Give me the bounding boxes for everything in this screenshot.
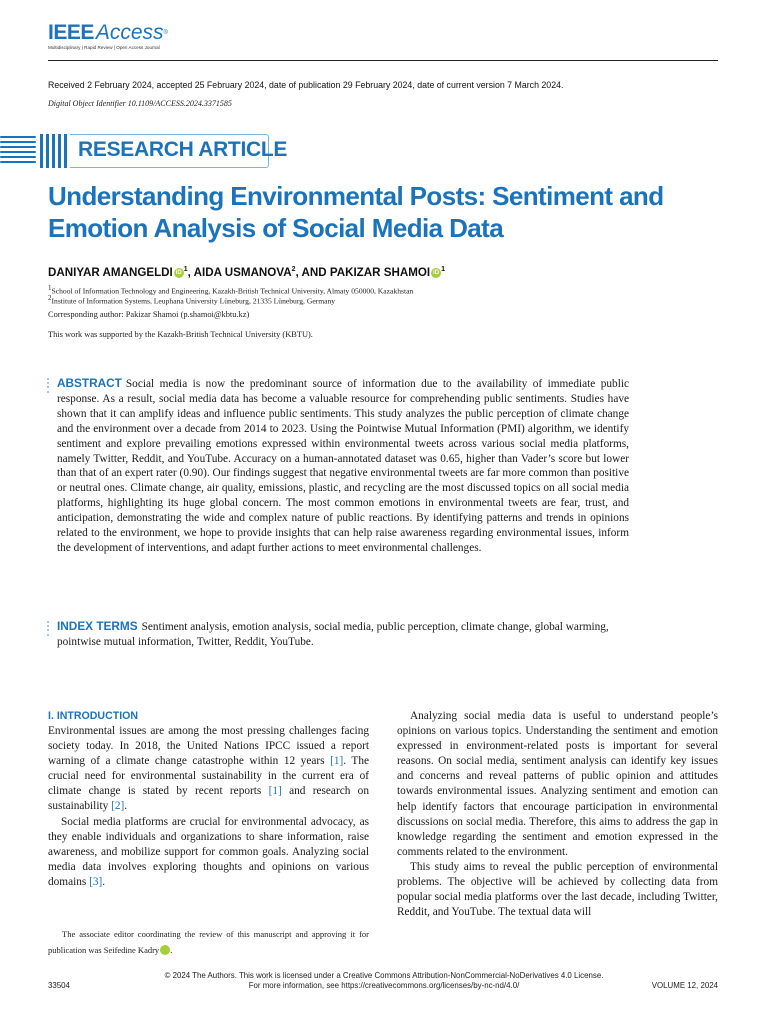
paragraph-text: . (102, 875, 106, 888)
orcid-icon[interactable]: iD (175, 270, 182, 276)
section-heading: I. INTRODUCTION (48, 710, 139, 722)
citation-link[interactable]: [1] (330, 755, 344, 768)
index-terms-block (57, 619, 629, 650)
paragraph-text: Environmental issues are among the most pressing challenges facing society today. In 2018, the United Nations IPCC issued a report warning of a climate change catastrophe within 12 years (48, 725, 369, 768)
article-title: Understanding Environmental Posts: Sentiment and Emotion Analysis of Social Media Data (48, 181, 664, 243)
author-name: DANIYAR AMANGELDI (48, 266, 173, 279)
license-line-1: © 2024 The Authors. This work is licensed under a Creative Commons Attribution-NonCommercial-NoDerivatives 4.0 License. (164, 971, 604, 980)
article-type-label: RESEARCH ARTICLE (78, 138, 288, 161)
license-line-2[interactable]: For more information, see https://creativecommons.org/licenses/by-nc-nd/4.0/ (248, 981, 520, 990)
volume-label: VOLUME 12, 2024 (651, 981, 718, 990)
author-list (48, 266, 445, 279)
funding-note: This work was supported by the Kazakh-British Technical University (KBTU). (48, 330, 313, 339)
paragraph-text: . The crucial need for environmental sustainability in the current era of climate change is stated by recent reports (48, 755, 369, 798)
index-terms-marker-icon (47, 621, 50, 638)
author-affiliation-number: 1 (183, 266, 188, 274)
author-name: PAKIZAR SHAMOI (329, 266, 431, 279)
logo-access-text: Access (95, 21, 164, 44)
abstract-text: Social media is now the predominant source of information due to the availability of immediate public response. As a result, social media data has become a valuable resource for comprehending public sentiments. Studies have shown that it can amplify ideas and influence public sentiments. This study analyzes the public perception of climate change and the environment over a decade from 2014 to 2023. Using the Pointwise Mutual Information (PMI) algorithm, we identify sentiment and explore prevailing emotions expressed within environmental tweets across various social media platforms, namely Twitter, Reddit, and YouTube. Accuracy on a human-annotated dataset was 0.65, higher than Vader’s score but lower than that of an expert rater (0.90). Our findings suggest that negative environmental tweets are far more common than positive or neutral ones. Climate change, air quality, emissions, plastic, and recycling are the most discussed topics on all social media platforms, highlighting its huge global concern. The most common emotions in environmental tweets are fear, trust, and anticipation, demonstrating the wide and complex nature of public reactions. By identifying patterns and trends in opinions related to the environment, we hope to provide insights that can help raise awareness regarding environmental issues, inform the development of interventions, and adapt further actions to meet environmental challenges. (57, 378, 629, 554)
index-terms-text: Sentiment analysis, emotion analysis, social media, public perception, climate change, global warming, pointwise mutual information, Twitter, Reddit, YouTube. (57, 621, 609, 648)
left-column (48, 709, 369, 890)
logo-ieee-text: IEEE (48, 21, 94, 44)
journal-logo (48, 22, 168, 50)
paragraph-text: and research on sustainability (48, 785, 369, 813)
author-name: AIDA USMANOVA (193, 266, 292, 279)
intro-paragraph-4: This study aims to reveal the public perception of environmental problems. The objective will be achieved by collecting data from popular social media platforms over the last decade, including Twitter, Reddit, and YouTube. The textual data will (397, 860, 718, 919)
editor-footnote: The associate editor coordinating the review of this manuscript and approving it for publication was Seifedine Kadry iD. (48, 929, 369, 955)
author-separator: , (187, 266, 194, 279)
header-divider (48, 60, 718, 61)
citation-link[interactable]: [3] (89, 875, 103, 888)
affiliation-1: $^1$School of Information Technology and Engineering, Kazakh-British Technical University, Almaty 050000, Kazakhstan (48, 284, 414, 296)
abstract-heading: ABSTRACT (57, 376, 122, 390)
doi-line: Digital Object Identifier 10.1109/ACCESS.2024.3371585 (48, 99, 232, 108)
banner-decoration (0, 136, 38, 166)
article-type-banner (0, 134, 288, 168)
logo-tagline: Multidisciplinary | Rapid Review | Open Access Journal (48, 45, 160, 50)
intro-paragraph-3: Analyzing social media data is useful to understand people’s opinions on various topics. Understanding the sentiment and emotion expressed in environment-related posts is important for several reasons. On social media, sentiment analysis can identify key issues and concerns and reveal patterns of public opinion and attitudes towards environmental issues. Analyzing sentiment and emotion can help identify factors that encourage participation in environmental discussions on social media. Therefore, this aims to address the gap in knowledge regarding the sentiment and emotion expressed in the comments related to the environment. (397, 710, 718, 858)
intro-paragraph-1 (48, 724, 369, 815)
citation-link[interactable]: [2] (111, 800, 125, 813)
author-affiliation-number: 1 (441, 266, 446, 274)
paragraph-text: Social media platforms are crucial for environmental advocacy, as they enable individuals and organizations to share information, raise awareness, and mobilize support for common goals. Analyzing social media data involves exploring thoughts and opinions on various domains (48, 815, 369, 888)
right-column (397, 709, 718, 920)
intro-paragraph-2 (48, 815, 369, 890)
abstract-marker-icon (47, 378, 50, 395)
abstract-block (57, 376, 629, 556)
banner-bars (40, 134, 70, 168)
citation-link[interactable]: [1] (268, 785, 282, 798)
paragraph-text: . (124, 800, 128, 813)
logo-trademark: ® (163, 30, 168, 36)
corresponding-author: Corresponding author: Pakizar Shamoi (p.shamoi@kbtu.kz) (48, 310, 250, 319)
orcid-icon[interactable]: iD (433, 270, 440, 276)
orcid-icon[interactable]: iD (160, 945, 170, 955)
author-separator: , AND (295, 266, 330, 279)
author-affiliation-number: 2 (291, 266, 296, 274)
affiliation-2: $^2$Institute of Information Systems, Leuphana University Lüneburg, 21335 Lüneburg, Germany (48, 294, 336, 306)
page-number: 33504 (48, 981, 70, 990)
publication-history: Received 2 February 2024, accepted 25 February 2024, date of publication 29 February 2024, date of current version 7 March 2024. (48, 80, 564, 90)
index-terms-heading: INDEX TERMS (57, 619, 138, 633)
